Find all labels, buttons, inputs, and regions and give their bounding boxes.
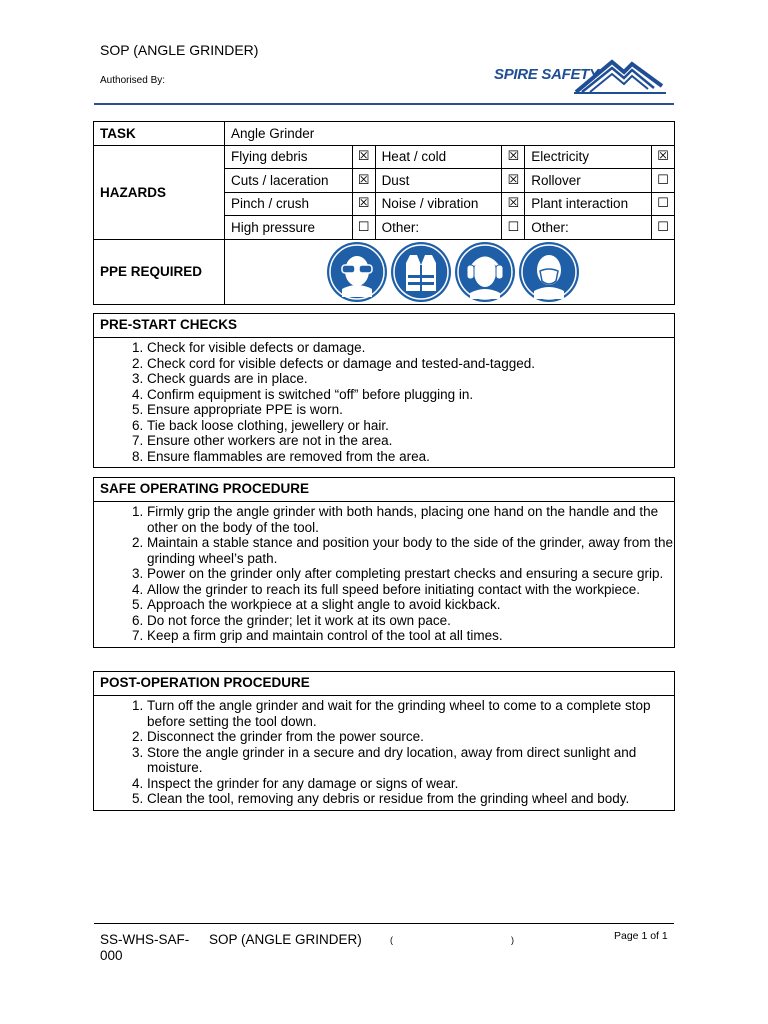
dust-mask-icon [518,241,580,303]
section-heading: SAFE OPERATING PROCEDURE [94,478,674,502]
hazard-name: High pressure [225,216,353,240]
hazard-name: Noise / vibration [375,192,502,216]
hazard-checkbox[interactable]: ☐ [652,169,675,193]
list-item: 1. Check for visible defects or damage. [147,340,674,356]
hazards-label: HAZARDS [94,145,225,239]
hazard-checkbox[interactable]: ☐ [502,216,525,240]
list-item: 1. Firmly grip the angle grinder with both hands, placing one hand on the handle and the other on the body of the tool. [147,504,674,535]
hazard-name: Heat / cold [375,145,502,169]
list-item: 4. Inspect the grinder for any damage or signs of wear. [147,776,674,792]
list-item: 3. Power on the grinder only after completing prestart checks and ensuring a secure grip. [147,566,674,582]
document-code: SS-WHS-SAF-000 [100,932,190,963]
hazard-checkbox[interactable]: ☐ [652,192,675,216]
document-title: SOP (ANGLE GRINDER) [100,42,259,58]
hazard-name: Other: [375,216,502,240]
footer-divider [94,923,674,924]
authorised-by-label: Authorised By: [100,75,166,86]
footer-paren-open: ( [390,935,393,945]
task-value: Angle Grinder [225,122,675,146]
hazard-checkbox[interactable]: ☒ [502,169,525,193]
list-item: 4. Confirm equipment is switched “off” before plugging in. [147,387,674,403]
sop-section [93,477,675,648]
list-item: 2. Disconnect the grinder from the power source. [147,729,674,745]
hazard-checkbox[interactable]: ☒ [652,145,675,169]
hazard-checkbox[interactable]: ☒ [502,145,525,169]
list-item: 1. Turn off the angle grinder and wait for the grinding wheel to come to a complete stop before setting the tool down. [147,698,674,729]
ppe-icons-cell [225,239,675,304]
list-item: 6. Tie back loose clothing, jewellery or hair. [147,418,674,434]
hazard-checkbox[interactable]: ☒ [352,192,375,216]
hazard-row [94,145,675,169]
hazard-name: Cuts / laceration [225,169,353,193]
hazard-checkbox[interactable]: ☒ [502,192,525,216]
list-item: 7. Keep a firm grip and maintain control of the tool at all times. [147,628,674,644]
list-item: 2. Check cord for visible defects or damage and tested-and-tagged. [147,356,674,372]
ear-muffs-icon [454,241,516,303]
section-heading: POST-OPERATION PROCEDURE [94,672,674,696]
hazard-name: Flying debris [225,145,353,169]
mountain-logo-icon [572,56,668,96]
sop-list [94,504,674,644]
footer-title: SOP (ANGLE GRINDER) [209,932,362,947]
list-item: 2. Maintain a stable stance and position your body to the side of the grinder, away from the grinding wheel’s path. [147,535,674,566]
hazard-checkbox[interactable]: ☒ [352,145,375,169]
task-row [94,122,675,146]
list-item: 5. Approach the workpiece at a slight angle to avoid kickback. [147,597,674,613]
page-number: Page 1 of 1 [614,930,668,942]
logo-text: SPIRE SAFETY [494,66,599,83]
list-item: 5. Clean the tool, removing any debris or residue from the grinding wheel and body. [147,791,674,807]
hazard-name: Dust [375,169,502,193]
company-logo [492,56,668,96]
ppe-row [94,239,675,304]
hazard-checkbox[interactable]: ☒ [352,169,375,193]
hazard-checkbox[interactable]: ☐ [652,216,675,240]
task-label: TASK [94,122,225,146]
list-item: 7. Ensure other workers are not in the area. [147,433,674,449]
list-item: 4. Allow the grinder to reach its full speed before initiating contact with the workpiece. [147,582,674,598]
list-item: 3. Check guards are in place. [147,371,674,387]
list-item: 3. Store the angle grinder in a secure and dry location, away from direct sunlight and moisture. [147,745,674,776]
hazard-name: Electricity [525,145,652,169]
task-hazard-table [93,121,675,305]
hi-vis-vest-icon [390,241,452,303]
ppe-label: PPE REQUIRED [94,239,225,304]
hazard-name: Pinch / crush [225,192,353,216]
post-operation-section [93,671,675,811]
post-operation-list [94,698,674,807]
prestart-list [94,340,674,464]
list-item: 5. Ensure appropriate PPE is worn. [147,402,674,418]
safety-glasses-icon [326,241,388,303]
prestart-section [93,313,675,468]
list-item: 6. Do not force the grinder; let it work at its own pace. [147,613,674,629]
list-item: 8. Ensure flammables are removed from the area. [147,449,674,465]
hazard-name: Other: [525,216,652,240]
footer-paren-close: ) [511,935,514,945]
hazard-name: Rollover [525,169,652,193]
section-heading: PRE-START CHECKS [94,314,674,338]
header-divider [94,103,674,105]
hazard-name: Plant interaction [525,192,652,216]
hazard-checkbox[interactable]: ☐ [352,216,375,240]
